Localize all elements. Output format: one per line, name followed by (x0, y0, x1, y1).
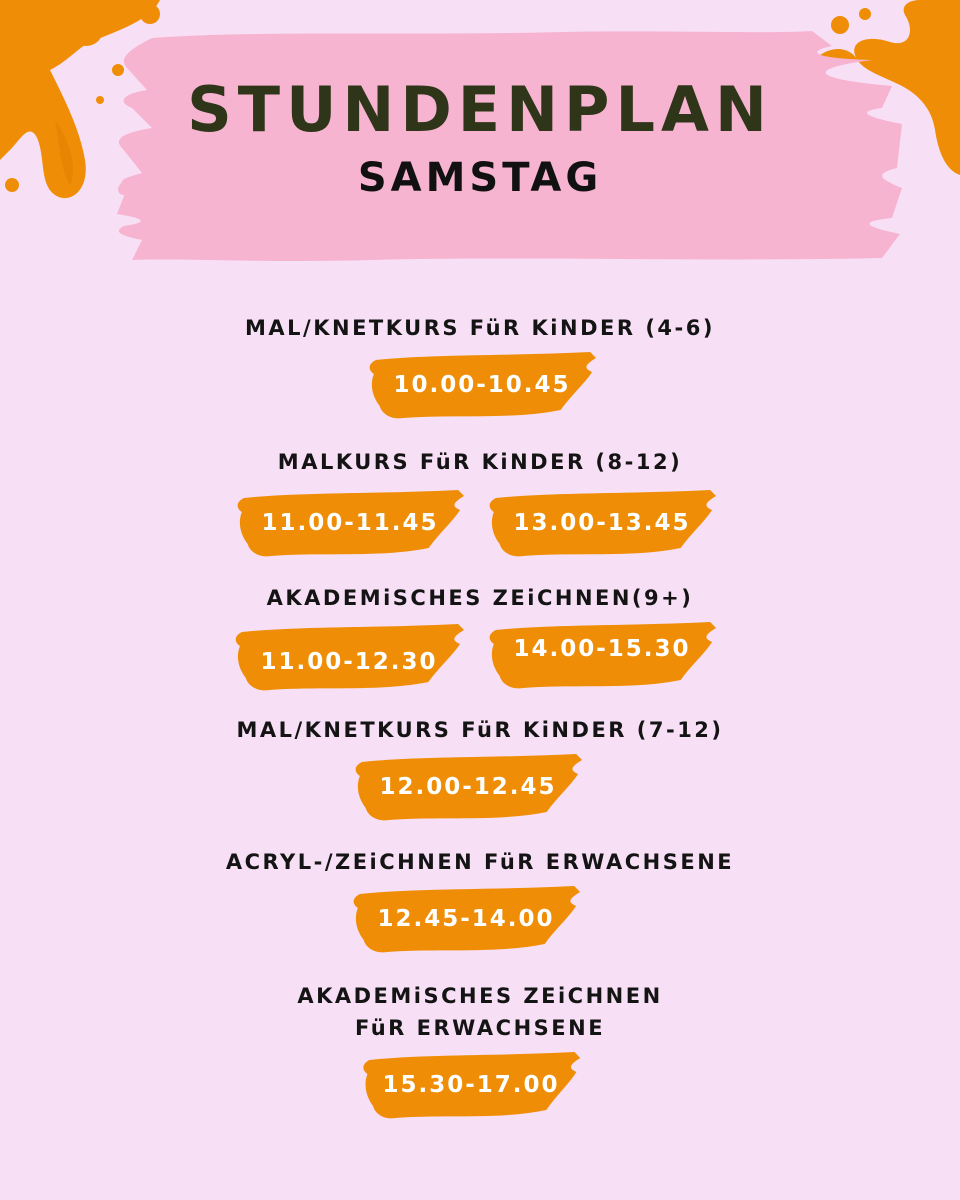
course-title: MAL/KNETKURS FüR KiNDER (4-6) (245, 316, 715, 340)
time-slot (348, 882, 584, 958)
time-slot (358, 1048, 584, 1124)
day-subtitle: SAMSTAG (357, 155, 603, 201)
time-slot (484, 486, 720, 562)
time-slot (350, 750, 586, 826)
page-title: STUNDENPLAN (187, 73, 773, 146)
time-label: 11.00-11.45 (261, 510, 439, 536)
time-label: 12.45-14.00 (377, 906, 555, 932)
course-title: MALKURS FüR KiNDER (8-12) (277, 450, 683, 474)
time-label: 15.30-17.00 (382, 1072, 560, 1098)
course-title: MAL/KNETKURS FüR KiNDER (7-12) (236, 718, 724, 742)
time-slot (364, 348, 600, 424)
time-slot (232, 486, 468, 562)
time-slot (484, 618, 720, 694)
course-title: AKADEMiSCHES ZEiCHNEN (297, 984, 663, 1008)
course-title-line2: FüR ERWACHSENE (354, 1016, 606, 1040)
course-title: ACRYL-/ZEiCHNEN FüR ERWACHSENE (225, 850, 735, 874)
time-label: 13.00-13.45 (513, 510, 691, 536)
course-title: AKADEMiSCHES ZEiCHNEN(9+) (266, 586, 694, 610)
time-label: 14.00-15.30 (513, 636, 691, 662)
time-label: 11.00-12.30 (260, 649, 438, 675)
time-label: 12.00-12.45 (379, 774, 557, 800)
time-slot (230, 620, 468, 696)
time-label: 10.00-10.45 (393, 372, 571, 398)
